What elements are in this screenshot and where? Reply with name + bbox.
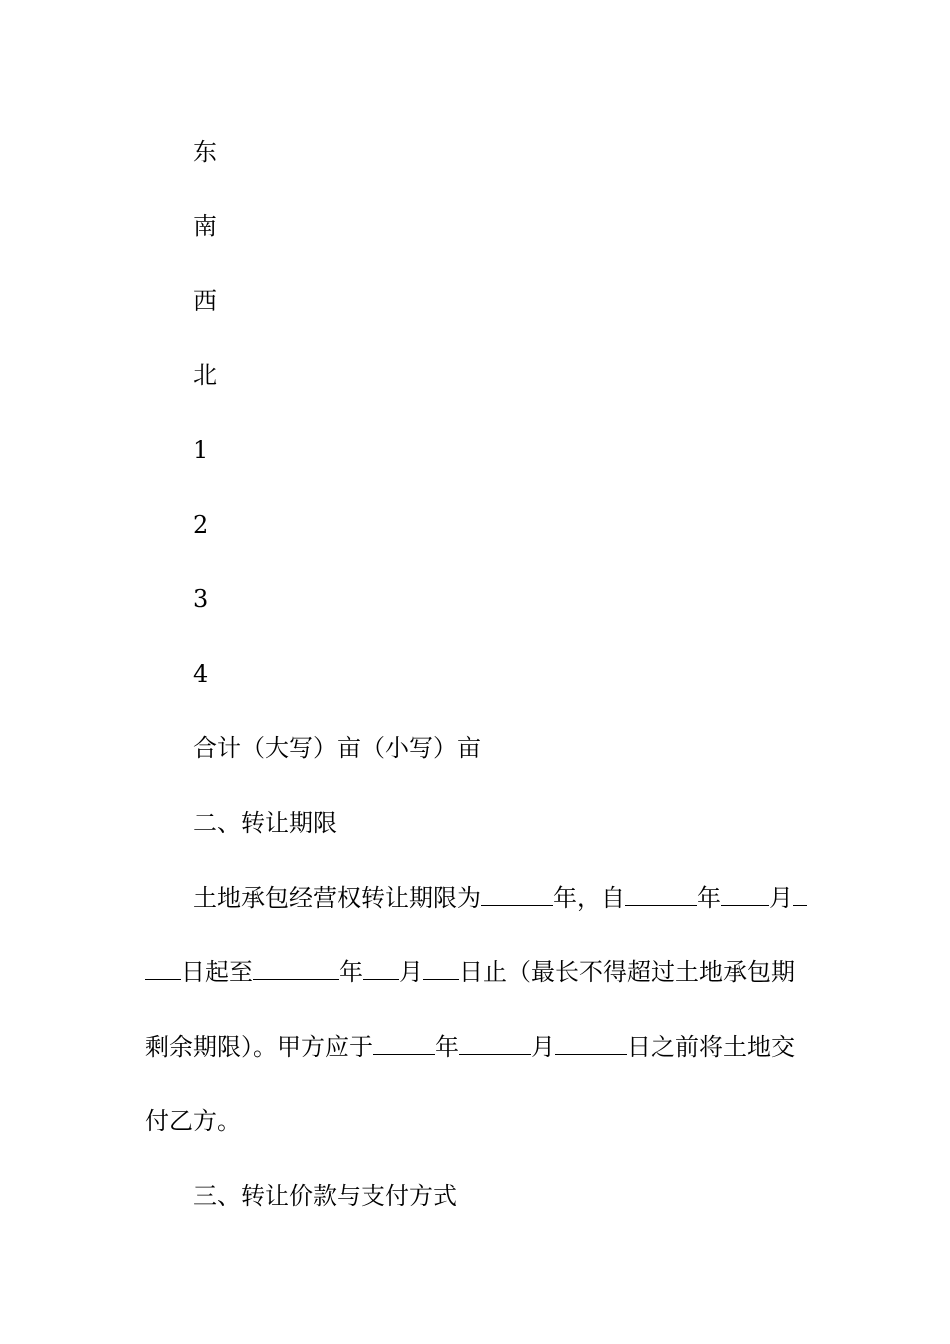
section-2-paragraph-line-4: 付乙方。: [145, 1107, 241, 1135]
term-text: 土地承包经营权转让期限为: [193, 884, 481, 912]
blank-start-day: [145, 957, 181, 980]
term-text: 月: [769, 884, 793, 912]
boundary-north: 北: [193, 361, 217, 389]
boundary-south: 南: [193, 212, 217, 240]
blank-end-month: [363, 957, 399, 980]
total-prefix: 合计（大写）: [193, 734, 337, 762]
boundary-west: 西: [193, 287, 217, 315]
section-2-paragraph-line-1: [145, 883, 815, 913]
blank-start-day: [793, 883, 807, 906]
blank-term-years: [481, 883, 553, 906]
section-2-paragraph-line-2: [145, 957, 815, 987]
term-text: 日起至: [181, 958, 253, 986]
total-suffix: 亩: [457, 734, 481, 762]
term-text: 月: [399, 958, 423, 986]
total-mid: 亩（小写）: [337, 734, 457, 762]
term-text: 日之前将土地交: [627, 1033, 795, 1061]
section-2-paragraph-line-3: [145, 1032, 815, 1062]
term-text: 剩余期限）。甲方应于: [145, 1033, 373, 1061]
section-2-heading: 二、转让期限: [193, 809, 337, 837]
blank-delivery-month: [459, 1032, 531, 1055]
plot-number: 2: [193, 511, 209, 539]
plot-number: 1: [193, 436, 209, 464]
blank-end-day: [423, 957, 459, 980]
term-text: 年，自: [553, 884, 625, 912]
term-text: 年: [697, 884, 721, 912]
total-area-line: [145, 733, 815, 763]
blank-start-year: [625, 883, 697, 906]
blank-delivery-day: [555, 1032, 627, 1055]
plot-number: 4: [193, 660, 209, 688]
term-text: 年: [435, 1033, 459, 1061]
blank-end-year: [253, 957, 339, 980]
term-text: 日止（最长不得超过土地承包期: [459, 958, 795, 986]
blank-delivery-year: [373, 1032, 435, 1055]
boundary-east: 东: [193, 138, 217, 166]
section-3-heading: 三、转让价款与支付方式: [193, 1182, 457, 1210]
blank-start-month: [721, 883, 769, 906]
term-text: 月: [531, 1033, 555, 1061]
term-text: 年: [339, 958, 363, 986]
plot-number: 3: [193, 585, 209, 613]
